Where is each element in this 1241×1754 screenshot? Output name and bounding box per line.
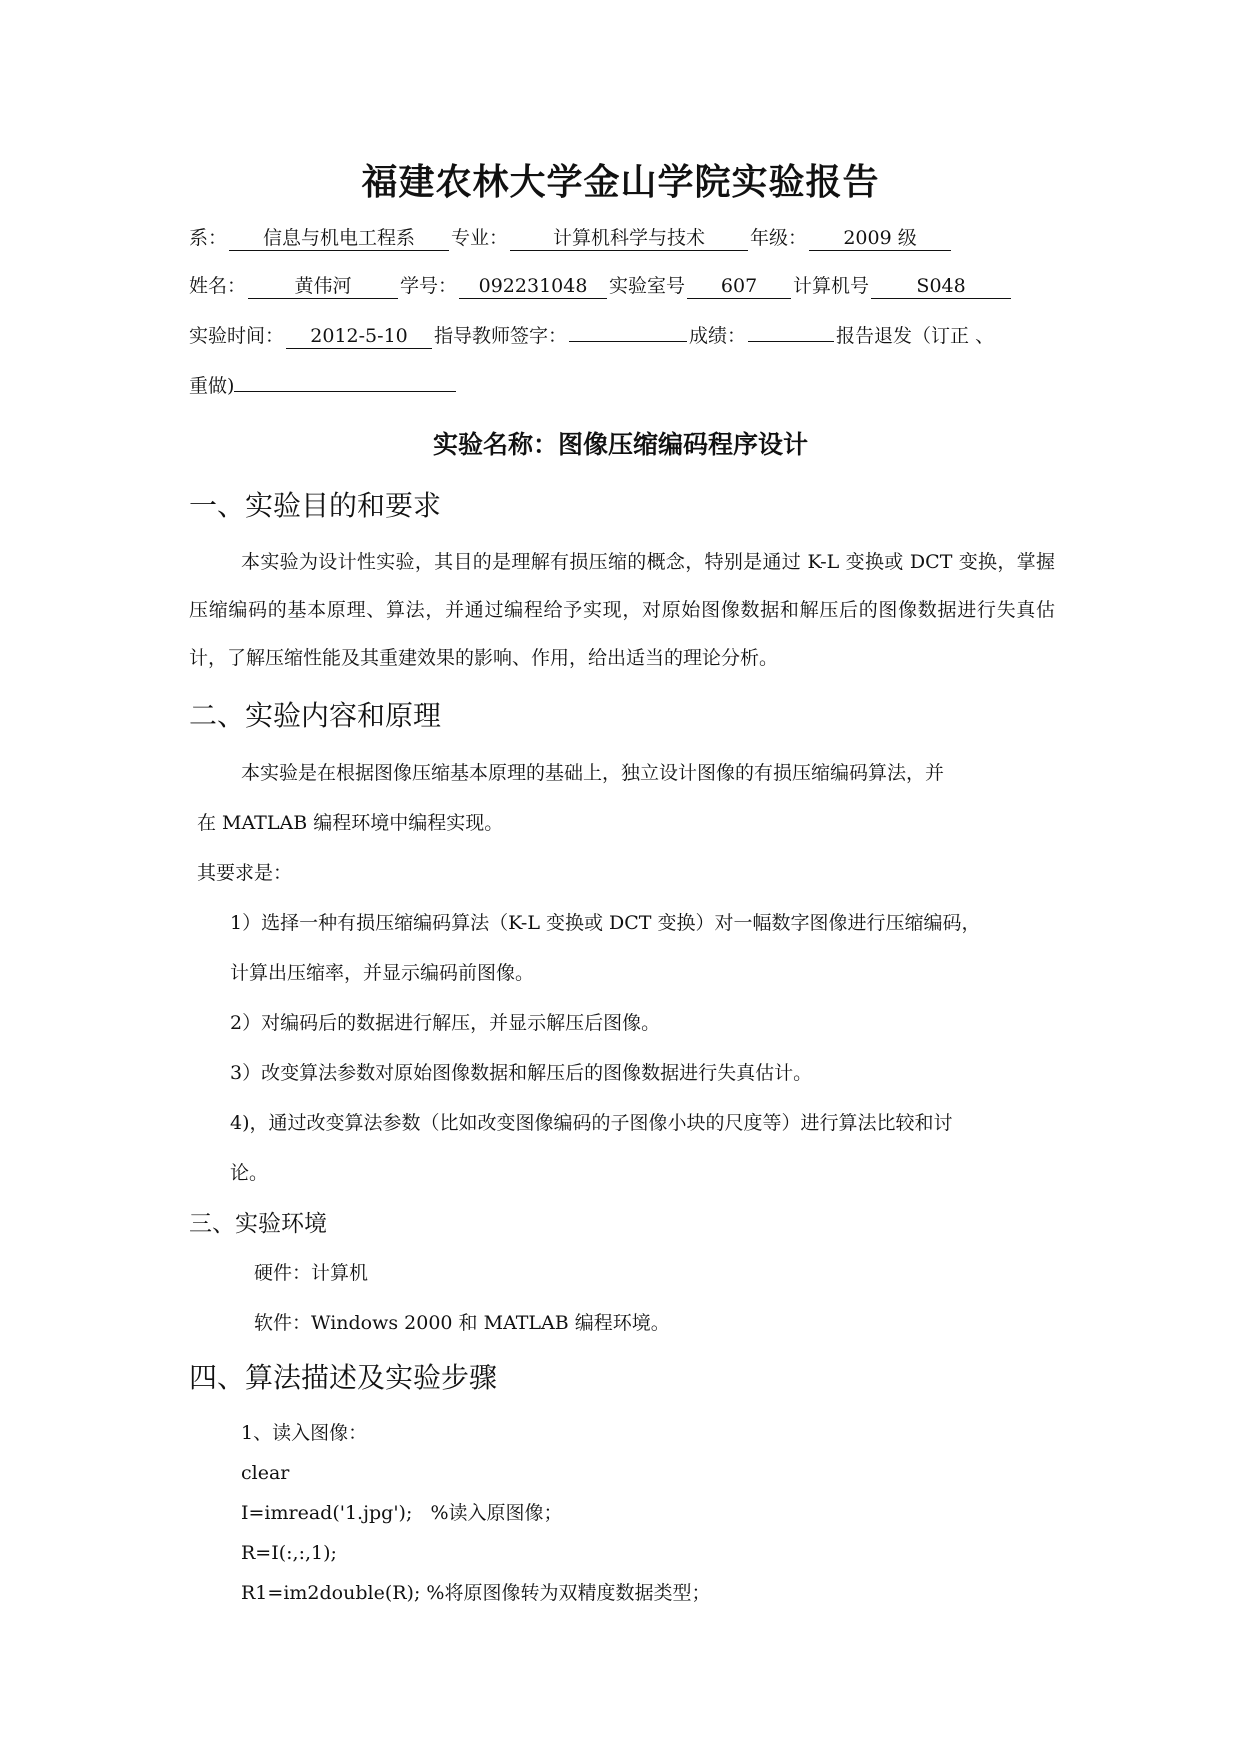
teacher-signature-field (569, 341, 687, 342)
major-value: 计算机科学与技术 (510, 226, 748, 251)
pc-label: 计算机号 (793, 275, 870, 297)
code-line: clear (241, 1462, 290, 1484)
redo-field (234, 391, 456, 392)
grade-label: 年级： (750, 227, 808, 249)
id-value: 092231048 (459, 274, 607, 299)
requirements-label: 其要求是： (197, 862, 293, 884)
lab-value: 607 (687, 274, 791, 299)
section-1-paragraph: 本实验为设计性实验，其目的是理解有损压缩的概念，特别是通过 K-L 变换或 DCT 变换，掌握压缩编码的基本原理、算法，并通过编程给予实现，对原始图像数据和解压后的图像数据进行失真估计，了解压缩性能及其重建效果的影响、作用，给出适当的理论分析。 (189, 551, 1055, 669)
code-line: R1=im2double(R); %将原图像转为双精度数据类型； (241, 1582, 711, 1604)
major-label: 专业： (451, 227, 509, 249)
code-line: R=I(:,:,1); (241, 1542, 337, 1564)
section-1-heading: 一、实验目的和要求 (189, 489, 442, 522)
section-4-heading: 四、算法描述及实验步骤 (189, 1361, 498, 1394)
step-1-label: 1、读入图像： (241, 1422, 368, 1444)
section-2-paragraph-line-1: 本实验是在根据图像压缩基本原理的基础上，独立设计图像的有损压缩编码算法，并 (241, 762, 945, 784)
dept-value: 信息与机电工程系 (229, 226, 449, 251)
id-label: 学号： (400, 275, 458, 297)
software-line: 软件：Windows 2000 和 MATLAB 编程环境。 (254, 1312, 670, 1334)
info-line-dept (189, 224, 1049, 252)
return-label: 报告退发（订正 、 (836, 325, 995, 347)
info-line-name (189, 272, 1049, 300)
requirement-3: 3）改变算法参数对原始图像数据和解压后的图像数据进行失真估计。 (230, 1062, 813, 1084)
info-line-time (189, 322, 1049, 350)
code-line: I=imread('1.jpg'); %读入原图像； (241, 1502, 563, 1524)
requirement-4-line-2: 论。 (230, 1162, 269, 1184)
name-label: 姓名： (189, 275, 247, 297)
requirement-2: 2）对编码后的数据进行解压，并显示解压后图像。 (230, 1012, 661, 1034)
pc-value: S048 (871, 274, 1011, 299)
lab-label: 实验室号 (609, 275, 686, 297)
experiment-name: 实验名称：图像压缩编码程序设计 (432, 430, 808, 459)
section-2-paragraph-line-2: 在 MATLAB 编程环境中编程实现。 (197, 812, 504, 834)
info-line-redo (189, 372, 1049, 400)
requirement-4-line-1: 4)，通过改变算法参数（比如改变图像编码的子图像小块的尺度等）进行算法比较和讨 (230, 1112, 953, 1134)
section-2-heading: 二、实验内容和原理 (189, 699, 442, 732)
score-field (748, 341, 834, 342)
score-label: 成绩： (689, 325, 747, 347)
redo-label: 重做) (189, 375, 235, 397)
report-title: 福建农林大学金山学院实验报告 (361, 161, 880, 203)
teacher-label: 指导教师签字： (434, 325, 568, 347)
hardware-line: 硬件：计算机 (254, 1262, 369, 1284)
requirement-1-line-2: 计算出压缩率，并显示编码前图像。 (230, 962, 535, 984)
dept-label: 系： (189, 227, 228, 249)
grade-value: 2009 级 (809, 226, 951, 251)
requirement-1-line-1: 1）选择一种有损压缩编码算法（K-L 变换或 DCT 变换）对一幅数字图像进行压缩编码， (230, 912, 981, 934)
section-3-heading: 三、实验环境 (189, 1211, 327, 1237)
time-label: 实验时间： (189, 325, 285, 347)
time-value: 2012-5-10 (286, 324, 432, 349)
name-value: 黄伟河 (248, 274, 398, 299)
